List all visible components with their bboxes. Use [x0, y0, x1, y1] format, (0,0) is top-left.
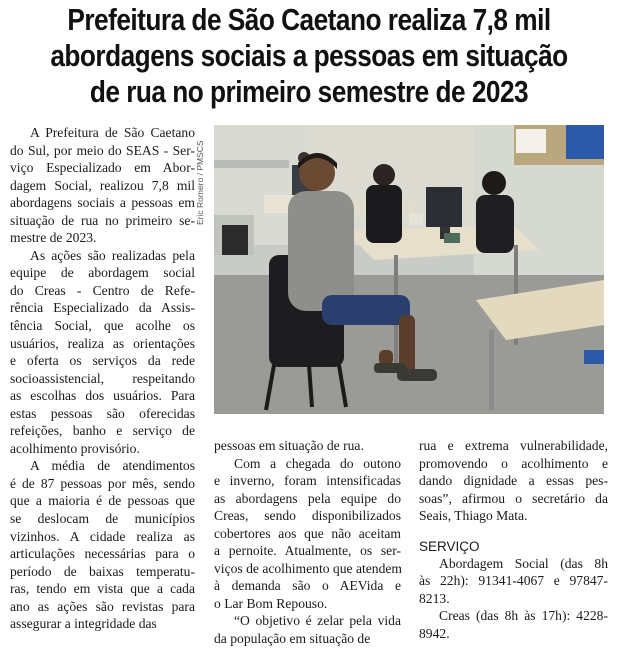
article-column-1 [10, 124, 195, 633]
text-line: do Creas - Centro de Refe- [10, 282, 195, 298]
text-line: 8942. [419, 625, 450, 641]
text-line: abordagens sociais a pessoas em [10, 195, 195, 211]
paragraph [214, 455, 401, 613]
text-line: refeições, banho e serviço de [10, 423, 195, 439]
paragraph [214, 437, 401, 455]
text-line: A média de atendimentos [30, 458, 195, 474]
text-line: viço Especializado em Abor- [10, 160, 195, 176]
text-line: pessoas em situação de rua. [214, 438, 364, 453]
text-line: tência Social, que acolhe os [10, 318, 195, 334]
text-line: Seais, Thiago Mata. [419, 508, 528, 524]
text-line: se deslocam de municípios [10, 511, 195, 527]
text-line: dagem Social, realizou 7,8 mil [10, 177, 195, 193]
photo-credit: Eric Romero / PMSCS [195, 140, 205, 225]
headline-line: abordagens sociais a pessoas em situação [50, 39, 568, 73]
text-line: cobertores aos que não aceitam [214, 525, 401, 541]
text-line: Com a chegada do outono [234, 455, 401, 471]
text-line: viços de acolhimento que atendem [214, 560, 402, 576]
text-line: mestre de 2023. [10, 230, 97, 246]
text-line: à demanda são o AEVida e [214, 578, 401, 594]
text-line: situação de rua no primeiro se- [10, 212, 195, 228]
article-column-2 [214, 437, 401, 648]
text-line: a pernoite. Atualmente, os ser- [214, 543, 401, 559]
text-line: e inverno, foram intensificadas [214, 473, 401, 489]
text-line: o Lar Bom Repouso. [214, 595, 328, 611]
text-line: rência Especializado da Assis- [10, 300, 195, 316]
text-line: as abordagens pela equipe do [214, 490, 401, 506]
text-line: que a maioria é de pessoas que [10, 493, 195, 509]
text-line: equipe de abordagem social [10, 265, 195, 281]
paragraph [10, 124, 195, 247]
text-line: ras, tendo em vista que a cada [10, 581, 195, 597]
headline-line: Prefeitura de São Caetano realiza 7,8 mil [67, 3, 551, 37]
headline [43, 2, 574, 110]
text-line: Creas, sendo disponibilizados [214, 508, 401, 524]
article-photo [214, 125, 604, 414]
text-line: 8213. [419, 590, 450, 606]
paragraph [419, 607, 608, 642]
text-line: A Prefeitura de São Caetano [30, 125, 195, 140]
text-line: ano as ações são revistas para [10, 598, 195, 614]
text-line: vizinhos. A cidade realiza as [10, 528, 195, 544]
section-title: SERVIÇO [419, 538, 480, 554]
paragraph [214, 612, 401, 647]
article-column-3 [419, 437, 608, 642]
text-line: as escolhas dos usuários. Para [10, 388, 195, 404]
text-line: Creas (das 8h às 17h): 4228- [439, 608, 608, 624]
headline-line: de rua no primeiro semestre de 2023 [89, 75, 529, 109]
text-line: acolhimento provisório. [10, 440, 140, 456]
text-line: é de 87 pessoas por mês, sendo [10, 475, 195, 491]
text-line: rua e extrema vulnerabilidade, [419, 438, 608, 453]
text-line: período de baixas temperatu- [10, 563, 195, 579]
text-line: articulações necessárias para o [10, 546, 195, 562]
text-line: do Sul, por meio do SEAS - Ser- [10, 142, 195, 158]
text-line: promovendo o acolhimento e [419, 455, 608, 471]
paragraph [10, 457, 195, 632]
text-line: “O objetivo é zelar pela vida [234, 613, 401, 629]
paragraph [419, 555, 608, 608]
text-line: assegurar a integridade das [10, 616, 157, 632]
text-line: socioassistencial, respeitando [10, 370, 195, 386]
paragraph [10, 247, 195, 458]
paragraph [419, 437, 608, 525]
text-line: às 22h): 91341-4067 e 97847- [419, 573, 608, 589]
text-line: da população em situação de [214, 631, 371, 647]
text-line: dando dignidade a essas pes- [419, 473, 608, 489]
text-line: As ações são realizadas pela [30, 247, 195, 263]
text-line: Abordagem Social (das 8h [439, 555, 608, 571]
text-line: soas”, afirmou o secretário da [419, 490, 608, 506]
text-line: estas pessoas são oferecidas [10, 405, 195, 421]
text-line: e oferta os serviços da rede [10, 353, 195, 369]
text-line: usuários, realiza as orientações [10, 335, 195, 351]
